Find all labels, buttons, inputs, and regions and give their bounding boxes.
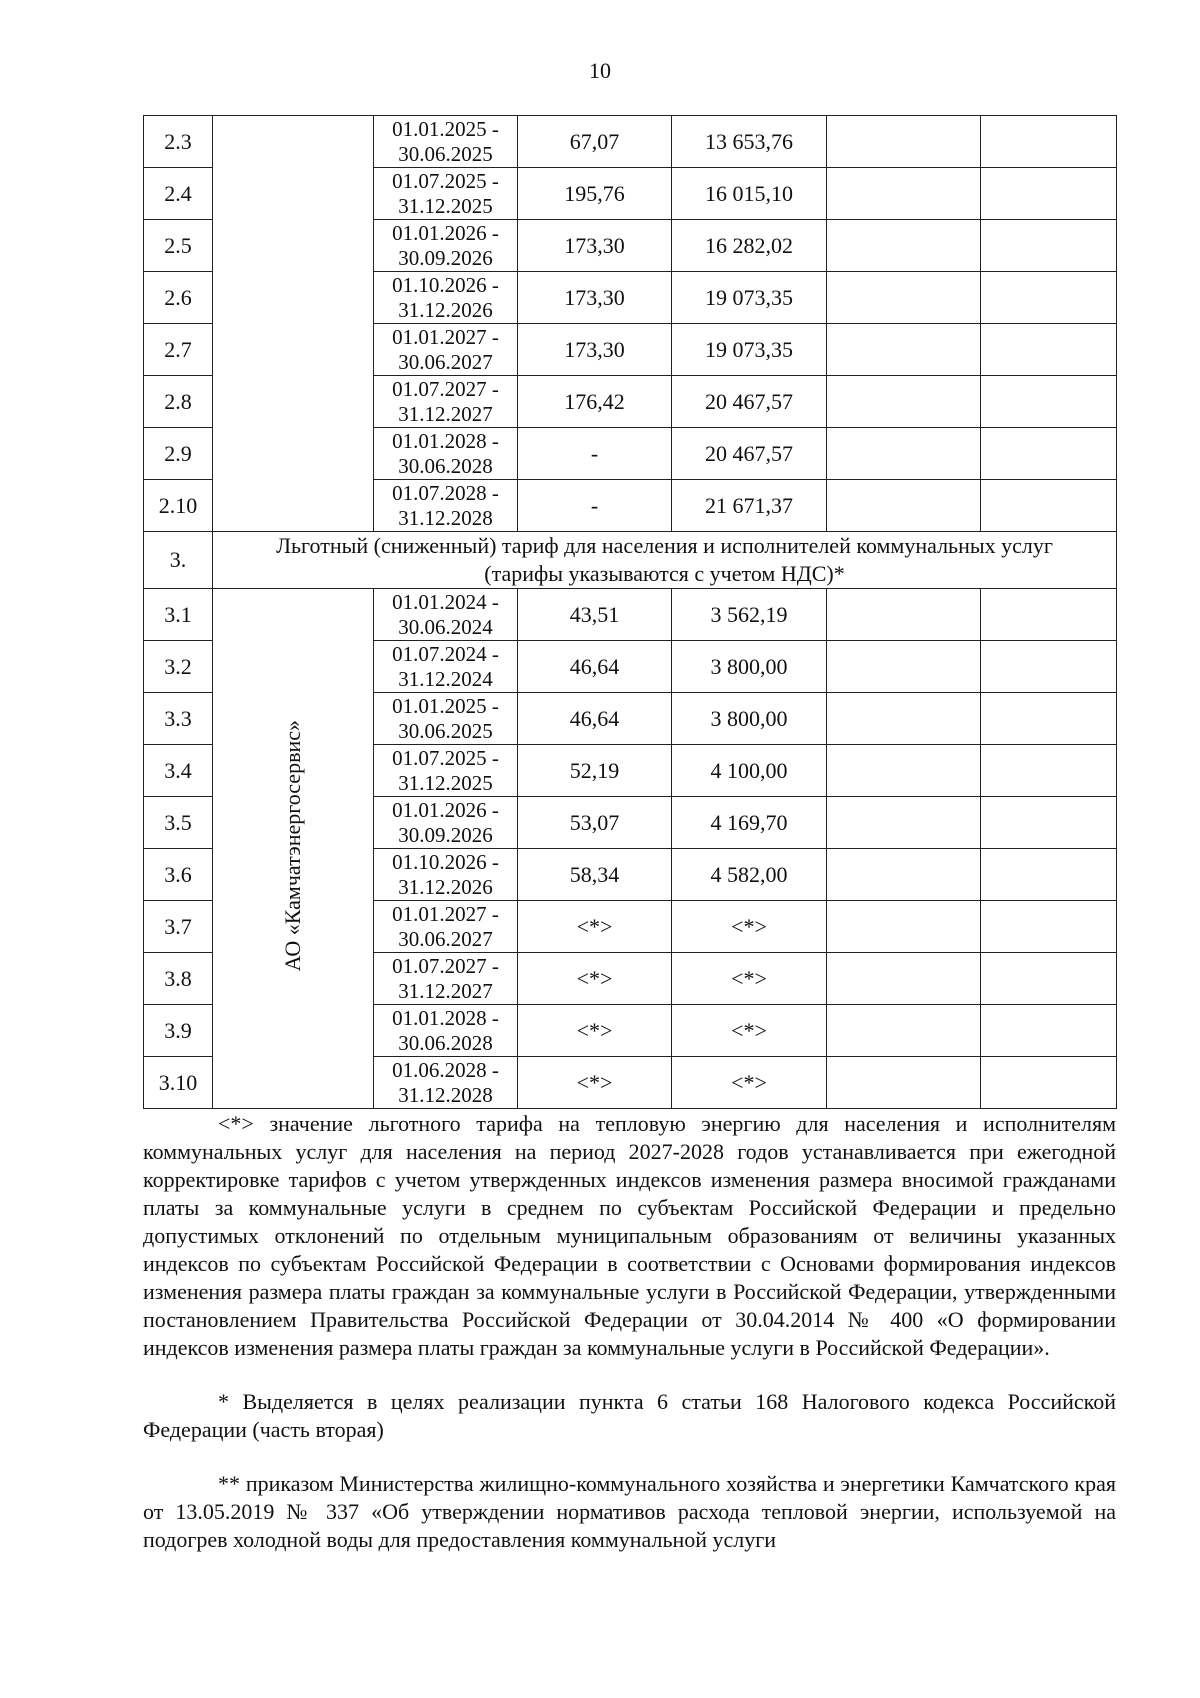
tariff-value-2: <*> (672, 953, 827, 1005)
table-row (144, 589, 1117, 641)
period-start: 01.01.2028 - (392, 428, 499, 453)
tariff-value-1: <*> (518, 1057, 672, 1109)
tariff-value-1: - (518, 480, 672, 532)
period-start: 01.07.2027 - (392, 376, 499, 401)
tariff-value-2: 4 169,70 (672, 797, 827, 849)
empty-cell-1 (827, 168, 981, 220)
empty-cell-2 (981, 116, 1117, 168)
empty-cell-1 (827, 953, 981, 1005)
period-start: 01.01.2025 - (392, 693, 499, 718)
row-number: 2.6 (144, 272, 213, 324)
row-number: 2.7 (144, 324, 213, 376)
footnote-double-star: ** приказом Министерства жилищно-коммунального хозяйства и энергетики Камчатского края от 13.05.2019 № 337 «Об утверждении нормативов расхода тепловой энергии, используемой на подогрев холодной воды для предоставления коммунальной услуги (143, 1471, 1116, 1552)
empty-cell-1 (827, 1057, 981, 1109)
section-3-title-line2: (тарифы указываются с учетом НДС)* (484, 561, 845, 586)
period-start: 01.07.2027 - (392, 953, 499, 978)
tariff-value-1: 43,51 (518, 589, 672, 641)
tariff-value-1: 67,07 (518, 116, 672, 168)
tariff-value-1: 173,30 (518, 220, 672, 272)
row-number: 2.9 (144, 428, 213, 480)
period-cell (374, 480, 518, 532)
tariff-value-1: 195,76 (518, 168, 672, 220)
period-end: 31.12.2024 (398, 666, 493, 691)
tariff-value-1: 176,42 (518, 376, 672, 428)
period-start: 01.01.2025 - (392, 116, 499, 141)
period-end: 31.12.2025 (398, 770, 493, 795)
tariff-value-2: 13 653,76 (672, 116, 827, 168)
period-start: 01.01.2024 - (392, 589, 499, 614)
period-cell (374, 428, 518, 480)
period-cell (374, 589, 518, 641)
tariff-value-2: 16 015,10 (672, 168, 827, 220)
row-number: 3.9 (144, 1005, 213, 1057)
tariff-value-2: 3 800,00 (672, 693, 827, 745)
tariff-value-2: 4 582,00 (672, 849, 827, 901)
footnote-star-brackets: <*> значение льготного тарифа на тепловую энергию для населения и исполнителям коммунальных услуг для населения на период 2027-2028 годов устанавливается при ежегодной корректировке тарифов с учетом утвержденных индексов изменения размера вносимой гражданами платы за коммунальные услуги в среднем по субъектам Российской Федерации и предельно допустимых отклонений по отдельным муниципальным образованиям от величины указанных индексов по субъектам Российской Федерации в соответствии с Основами формирования индексов изменения размера платы граждан за коммунальные услуги в Российской Федерации, утвержденными постановлением Правительства Российской Федерации от 30.04.2014 № 400 «О формировании индексов изменения размера платы граждан за коммунальные услуги в Российской Федерации». (143, 1111, 1116, 1360)
period-start: 01.01.2026 - (392, 797, 499, 822)
tariff-value-2: 4 100,00 (672, 745, 827, 797)
period-end: 31.12.2027 (398, 978, 493, 1003)
empty-cell-1 (827, 220, 981, 272)
period-start: 01.07.2028 - (392, 480, 499, 505)
period-cell (374, 797, 518, 849)
period-end: 31.12.2028 (398, 505, 493, 530)
tariff-value-2: 19 073,35 (672, 324, 827, 376)
tariff-value-1: <*> (518, 901, 672, 953)
tariff-value-1: 52,19 (518, 745, 672, 797)
empty-cell-2 (981, 797, 1117, 849)
row-number: 3.5 (144, 797, 213, 849)
tariff-value-2: 20 467,57 (672, 376, 827, 428)
period-start: 01.06.2028 - (392, 1057, 499, 1082)
empty-cell-1 (827, 272, 981, 324)
period-start: 01.10.2026 - (392, 272, 499, 297)
period-start: 01.07.2025 - (392, 745, 499, 770)
section-3-row (144, 532, 1117, 589)
period-cell (374, 272, 518, 324)
page-number: 10 (589, 58, 611, 83)
period-cell (374, 641, 518, 693)
tariff-value-2: 20 467,57 (672, 428, 827, 480)
tariff-value-1: 53,07 (518, 797, 672, 849)
tariff-value-1: <*> (518, 953, 672, 1005)
empty-cell-1 (827, 849, 981, 901)
period-end: 31.12.2028 (398, 1082, 493, 1107)
tariff-value-2: 16 282,02 (672, 220, 827, 272)
table-row (144, 116, 1117, 168)
row-number: 2.5 (144, 220, 213, 272)
organization-name: АО «Камчатэнергосервис» (280, 719, 305, 972)
period-cell (374, 220, 518, 272)
empty-cell-1 (827, 116, 981, 168)
empty-cell-2 (981, 745, 1117, 797)
empty-cell-1 (827, 324, 981, 376)
empty-cell-2 (981, 641, 1117, 693)
period-end: 31.12.2025 (398, 193, 493, 218)
tariff-value-1: 46,64 (518, 641, 672, 693)
period-start: 01.01.2027 - (392, 324, 499, 349)
period-cell (374, 1057, 518, 1109)
row-number: 3.1 (144, 589, 213, 641)
tariff-value-1: 173,30 (518, 324, 672, 376)
tariff-value-1: - (518, 428, 672, 480)
row-number: 2.10 (144, 480, 213, 532)
period-end: 31.12.2026 (398, 297, 493, 322)
empty-cell-2 (981, 589, 1117, 641)
empty-cell-2 (981, 220, 1117, 272)
period-cell (374, 901, 518, 953)
period-end: 30.06.2025 (398, 141, 493, 166)
tariff-value-2: 3 562,19 (672, 589, 827, 641)
empty-cell-2 (981, 168, 1117, 220)
tariff-value-1: 173,30 (518, 272, 672, 324)
empty-cell-1 (827, 480, 981, 532)
period-end: 30.06.2025 (398, 718, 493, 743)
tariff-value-2: <*> (672, 1057, 827, 1109)
period-cell (374, 168, 518, 220)
organization-cell (213, 589, 374, 1109)
tariff-value-2: <*> (672, 901, 827, 953)
row-number: 3.6 (144, 849, 213, 901)
footnotes (143, 1110, 1116, 1554)
empty-cell-2 (981, 849, 1117, 901)
empty-cell-2 (981, 428, 1117, 480)
empty-cell-1 (827, 589, 981, 641)
period-cell (374, 1005, 518, 1057)
tariff-value-1: 58,34 (518, 849, 672, 901)
tariff-value-1: 46,64 (518, 693, 672, 745)
period-cell (374, 745, 518, 797)
period-start: 01.07.2025 - (392, 168, 499, 193)
footnote-star: * Выделяется в целях реализации пункта 6 статьи 168 Налогового кодекса Российской Федерации (часть вторая) (143, 1389, 1116, 1442)
period-cell (374, 116, 518, 168)
row-number: 3.10 (144, 1057, 213, 1109)
row-number: 2.3 (144, 116, 213, 168)
empty-cell-2 (981, 1057, 1117, 1109)
empty-cell-2 (981, 693, 1117, 745)
period-end: 30.09.2026 (398, 245, 493, 270)
empty-cell-2 (981, 901, 1117, 953)
period-end: 30.06.2027 (398, 349, 493, 374)
empty-cell-1 (827, 745, 981, 797)
empty-cell-1 (827, 428, 981, 480)
period-start: 01.10.2026 - (392, 849, 499, 874)
empty-cell-2 (981, 480, 1117, 532)
period-start: 01.07.2024 - (392, 641, 499, 666)
row-number: 3.3 (144, 693, 213, 745)
row-number: 2.8 (144, 376, 213, 428)
row-number: 2.4 (144, 168, 213, 220)
tariff-value-1: <*> (518, 1005, 672, 1057)
organization-cell (213, 116, 374, 532)
empty-cell-1 (827, 797, 981, 849)
section-3-title-line1: Льготный (сниженный) тариф для населения и исполнителей коммунальных услуг (276, 533, 1053, 558)
period-end: 30.06.2028 (398, 453, 493, 478)
period-cell (374, 693, 518, 745)
tariff-value-2: 21 671,37 (672, 480, 827, 532)
empty-cell-2 (981, 324, 1117, 376)
period-end: 31.12.2026 (398, 874, 493, 899)
empty-cell-2 (981, 1005, 1117, 1057)
period-start: 01.01.2027 - (392, 901, 499, 926)
tariff-table (143, 115, 1117, 1109)
tariff-value-2: 19 073,35 (672, 272, 827, 324)
empty-cell-2 (981, 953, 1117, 1005)
section-3-title (213, 532, 1117, 589)
period-end: 31.12.2027 (398, 401, 493, 426)
empty-cell-2 (981, 376, 1117, 428)
period-start: 01.01.2028 - (392, 1005, 499, 1030)
tariff-value-2: 3 800,00 (672, 641, 827, 693)
empty-cell-1 (827, 1005, 981, 1057)
row-number: 3.4 (144, 745, 213, 797)
period-end: 30.09.2026 (398, 822, 493, 847)
empty-cell-1 (827, 901, 981, 953)
empty-cell-1 (827, 376, 981, 428)
row-number: 3.2 (144, 641, 213, 693)
period-cell (374, 953, 518, 1005)
tariff-value-2: <*> (672, 1005, 827, 1057)
empty-cell-1 (827, 693, 981, 745)
period-end: 30.06.2027 (398, 926, 493, 951)
section-3-number: 3. (144, 532, 213, 589)
period-start: 01.01.2026 - (392, 220, 499, 245)
period-end: 30.06.2024 (398, 614, 493, 639)
period-cell (374, 324, 518, 376)
empty-cell-1 (827, 641, 981, 693)
period-cell (374, 849, 518, 901)
empty-cell-2 (981, 272, 1117, 324)
period-cell (374, 376, 518, 428)
row-number: 3.7 (144, 901, 213, 953)
period-end: 30.06.2028 (398, 1030, 493, 1055)
row-number: 3.8 (144, 953, 213, 1005)
